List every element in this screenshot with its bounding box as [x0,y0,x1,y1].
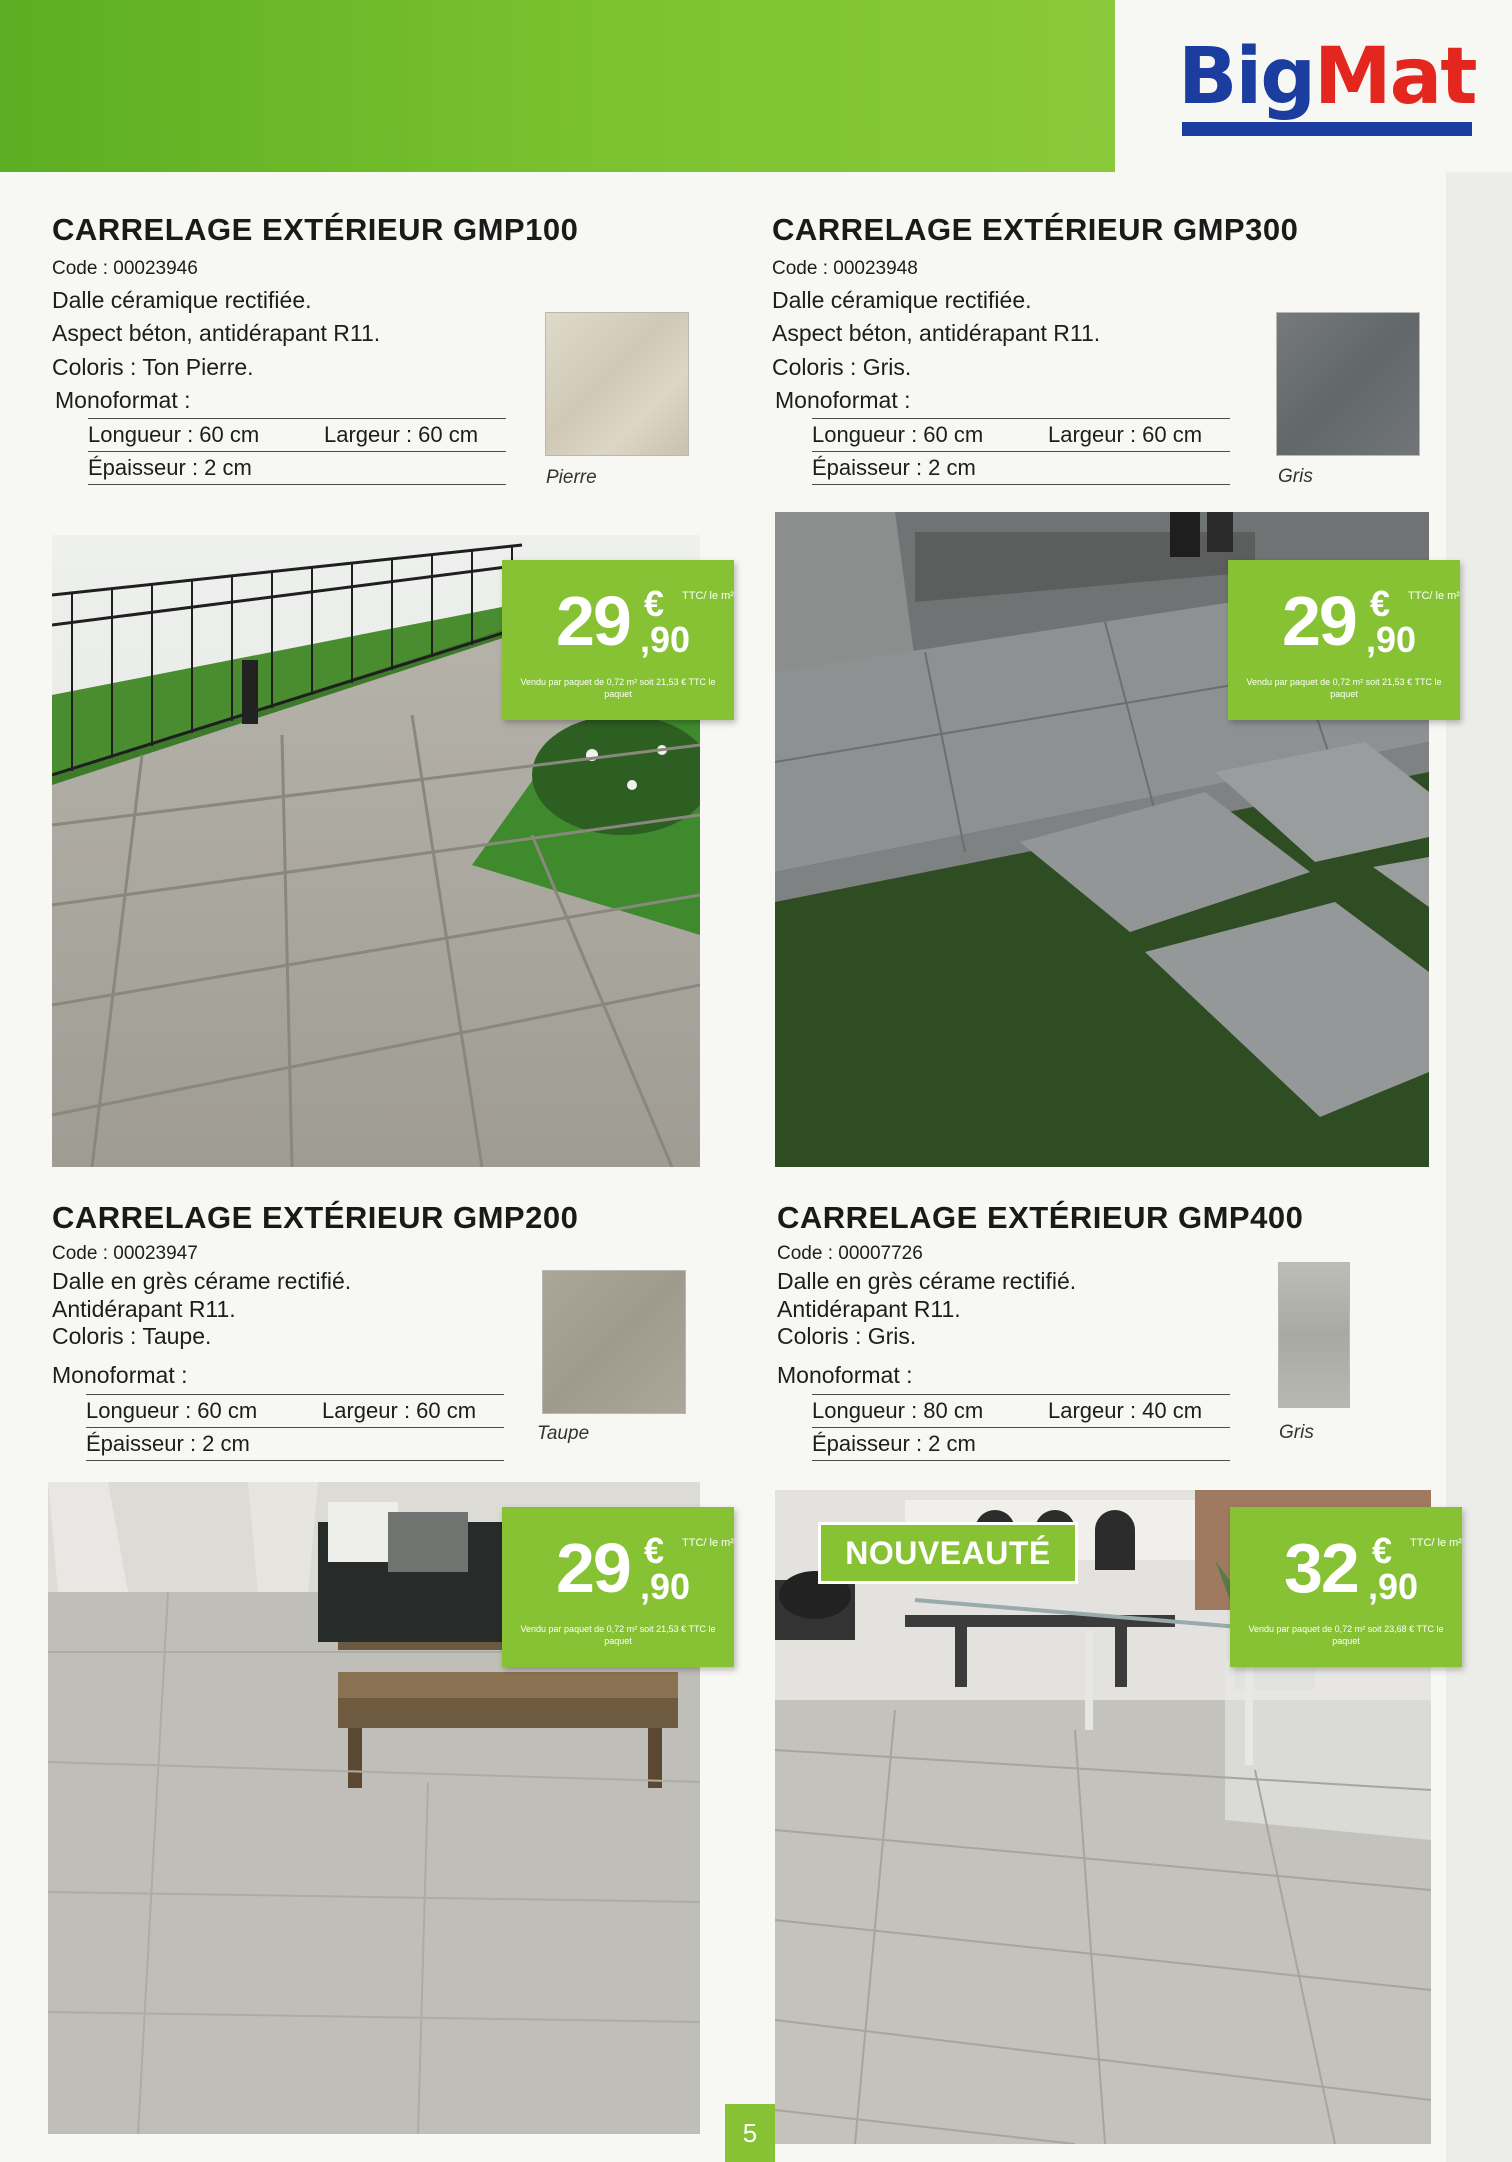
product-title: CARRELAGE EXTÉRIEUR GMP400 [777,1200,1304,1235]
dimensions-row [86,1428,504,1461]
product-format: Monoformat : [55,387,191,413]
price-currency: € [1370,583,1391,624]
price-unit: TTC/ le m² [1410,1537,1462,1549]
price-integer: 29 [556,1529,630,1607]
product-title: CARRELAGE EXTÉRIEUR GMP100 [52,212,579,247]
product-code: Code : 00023947 [52,1243,198,1264]
product-code: Code : 00023948 [772,258,918,279]
dimensions-table [88,418,506,485]
dimensions-row [88,452,506,485]
logo-mat: Mat [1314,32,1476,122]
length-value: Longueur : 60 cm [86,1398,258,1423]
product-description: Aspect béton, antidérapant R11. [772,320,1101,346]
product-color: Coloris : Gris. [772,354,912,380]
price-decimal: ,90 [1368,1566,1419,1607]
header-green-band [0,0,1115,172]
dimensions-row [812,1428,1230,1461]
price-note: Vendu par paquet de 0,72 m² soit 23,68 € TTC le paquet [1248,1624,1444,1647]
swatch-label: Pierre [546,467,597,488]
product-color: Coloris : Ton Pierre. [52,354,254,380]
product-color: Coloris : Taupe. [52,1323,212,1349]
product-description: Dalle céramique rectifiée. [52,287,312,313]
color-swatch-pierre [545,312,689,456]
color-swatch-gris-rect [1278,1262,1350,1408]
price-note: Vendu par paquet de 0,72 m² soit 21,53 € TTC le paquet [520,1624,716,1647]
dimensions-row [812,419,1230,452]
width-value: Largeur : 40 cm [1048,1398,1203,1423]
thickness-value: Épaisseur : 2 cm [812,455,976,480]
product-description: Aspect béton, antidérapant R11. [52,320,381,346]
price-unit: TTC/ le m² [1408,590,1460,602]
price-note: Vendu par paquet de 0,72 m² soit 21,53 € TTC le paquet [1246,677,1442,700]
price-integer: 29 [556,582,630,660]
width-value: Largeur : 60 cm [322,1398,477,1423]
price-decimal: ,90 [640,619,691,660]
product-format: Monoformat : [52,1362,188,1388]
product-title: CARRELAGE EXTÉRIEUR GMP200 [52,1200,579,1235]
length-value: Longueur : 80 cm [812,1398,984,1423]
product-description: Antidérapant R11. [777,1296,961,1322]
page-number: 5 [725,2104,775,2162]
thickness-value: Épaisseur : 2 cm [86,1431,250,1456]
product-color: Coloris : Gris. [777,1323,917,1349]
price-note: Vendu par paquet de 0,72 m² soit 21,53 € TTC le paquet [520,677,716,700]
dimensions-row [88,419,506,452]
bigmat-logo [1178,32,1478,138]
width-value: Largeur : 60 cm [1048,422,1203,447]
price-currency: € [644,1530,665,1571]
dimensions-table [812,1394,1230,1461]
price-integer: 29 [1282,582,1356,660]
price-unit: TTC/ le m² [682,1537,734,1549]
price-integer: 32 [1284,1529,1358,1607]
price-tag [1228,560,1460,720]
swatch-label: Taupe [537,1423,590,1444]
dimensions-row [812,1395,1230,1428]
product-title: CARRELAGE EXTÉRIEUR GMP300 [772,212,1299,247]
swatch-label: Gris [1278,466,1313,487]
length-value: Longueur : 60 cm [88,422,260,447]
price-tag [502,560,734,720]
price-currency: € [1372,1530,1393,1571]
product-description: Dalle en grès cérame rectifié. [777,1268,1077,1294]
color-swatch-taupe [542,1270,686,1414]
price-currency: € [644,583,665,624]
product-format: Monoformat : [777,1362,913,1388]
product-description: Antidérapant R11. [52,1296,236,1322]
price-tag [502,1507,734,1667]
adjacent-page-edge [1446,172,1512,2162]
dimensions-table [86,1394,504,1461]
dimensions-row [812,452,1230,485]
color-swatch-gris [1276,312,1420,456]
swatch-label: Gris [1279,1422,1314,1443]
width-value: Largeur : 60 cm [324,422,479,447]
length-value: Longueur : 60 cm [812,422,984,447]
thickness-value: Épaisseur : 2 cm [88,455,252,480]
dimensions-row [86,1395,504,1428]
product-description: Dalle en grès cérame rectifié. [52,1268,352,1294]
logo-underline [1182,122,1472,136]
price-tag [1230,1507,1462,1667]
dimensions-table [812,418,1230,485]
logo-big: Big [1178,32,1315,122]
product-code: Code : 00023946 [52,258,198,279]
new-product-badge: NOUVEAUTÉ [818,1522,1078,1584]
product-format: Monoformat : [775,387,911,413]
price-unit: TTC/ le m² [682,590,734,602]
product-code: Code : 00007726 [777,1243,923,1264]
thickness-value: Épaisseur : 2 cm [812,1431,976,1456]
price-decimal: ,90 [640,1566,691,1607]
product-description: Dalle céramique rectifiée. [772,287,1032,313]
price-decimal: ,90 [1366,619,1417,660]
